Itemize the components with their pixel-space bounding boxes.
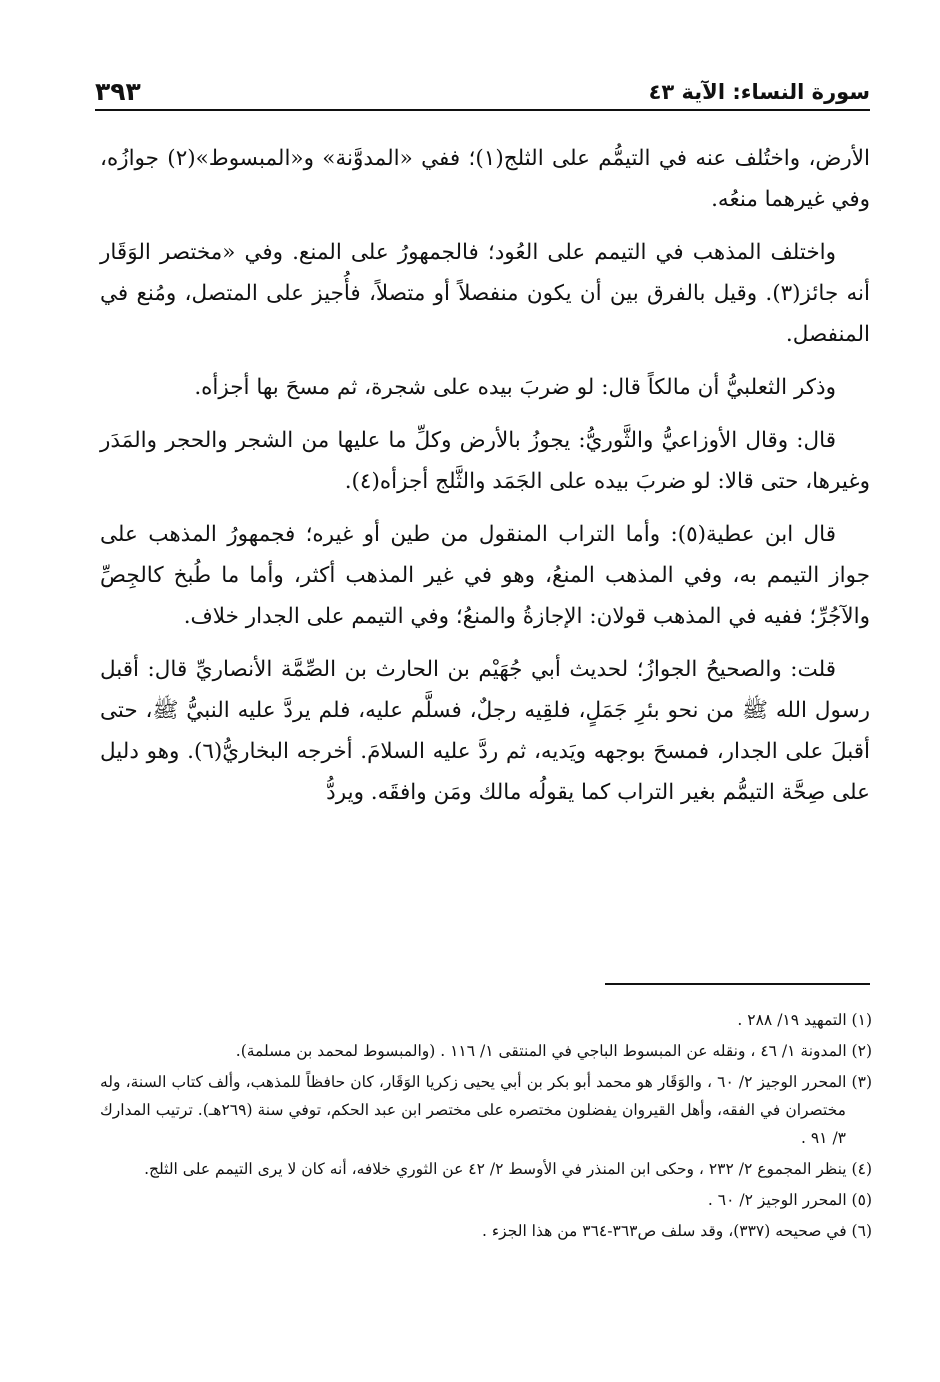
footnote: (٦) في صحيحه (٣٣٧)، وقد سلف ص٣٦٣-٣٦٤ من هذا الجزء . [482, 1222, 872, 1240]
footnote: (٥) المحرر الوجيز ٢/ ٦٠ . [707, 1191, 872, 1209]
paragraph: قال: وقال الأوزاعيُّ والثَّوريُّ: يجوزُ بالأرض وكلِّ ما عليها من الشجر والحجر والمَدَر وغيرها، حتى قالا: لو ضربَ بيده على الجَمَد والثَّلج أجزأه(٤). [100, 428, 870, 494]
page-number: ٣٩٣ [95, 77, 141, 106]
paragraph: واختلف المذهب في التيمم على العُود؛ فالجمهورُ على المنع. وفي «مختصر الوَقَار أنه جائز(٣). وقيل بالفرق بين أن يكون منفصلاً أو متصلاً، فأُجيز على المتصل، ومُنع في المنفصل. [100, 240, 870, 347]
footnote-separator [605, 983, 870, 985]
header-rule [95, 109, 870, 111]
footnote: (٢) المدونة ١/ ٤٦ ، ونقله عن المبسوط الباجي في المنتقى ١/ ١١٦ . (والمبسوط لمحمد بن مسلمة). [235, 1042, 872, 1060]
page-header [95, 60, 870, 108]
footnote: (٤) ينظر المجموع ٢/ ٢٣٢ ، وحكى ابن المنذر في الأوسط ٢/ ٤٢ عن الثوري خلافه، أنه كان لا يرى التيمم على الثلج. [144, 1160, 872, 1178]
paragraph: وذكر الثعلبيُّ أن مالكاً قال: لو ضربَ بيده على شجرة، ثم مسحَ بها أجزأه. [194, 375, 836, 400]
paragraph: الأرض، واختُلف عنه في التيمُّم على الثلج(١)؛ ففي «المدوَّنة» و«المبسوط»(٢) جوازُه، وفي غيرهما منعُه. [100, 146, 871, 212]
main-text [100, 138, 870, 825]
footnotes [100, 1006, 872, 1248]
running-title: سورة النساء: الآية ٤٣ [648, 80, 870, 104]
paragraph: قال ابن عطية(٥): وأما التراب المنقول من طين أو غيره؛ فجمهورُ المذهب على جواز التيمم به، وفي المذهب المنعُ، وهو في غير المذهب أكثر، وأما ما طُبخ كالجِصِّ والآجُرِّ؛ ففيه في المذهب قولان: الإجازةُ والمنعُ؛ وفي التيمم على الجدار خلاف. [100, 522, 870, 629]
footnote: (١) التمهيد ١٩/ ٢٨٨ . [737, 1011, 872, 1029]
footnote: (٣) المحرر الوجيز ٢/ ٦٠ ، والوَقَار هو محمد أبو بكر بن أبي يحيى زكريا الوَقَار، كان حافظاً للمذهب، وألف كتاب السنة، وله مختصران في الفقه، وأهل القيروان يفضلون مختصره على مختصر ابن عبد الحكم، توفي سنة (٢٦٩هـ). ترتيب المدارك ٣/ ٩١ . [100, 1073, 872, 1147]
paragraph: قلت: والصحيحُ الجوازُ؛ لحديث أبي جُهَيْم بن الحارث بن الصِّمَّة الأنصاريِّ قال: أقبل رسول الله ﷺ من نحو بئرِ جَمَلٍ، فلقِيه رجلٌ، فسلَّم عليه، فلم يردَّ عليه النبيُّ ﷺ، حتى أقبلَ على الجدار، فمسحَ بوجهه ويَديه، ثم ردَّ عليه السلامَ. أخرجه البخاريُّ(٦). وهو دليل على صِحَّة التيمُّم بغير التراب كما يقولُه مالك ومَن وافقَه. ويردُّ [100, 657, 870, 805]
